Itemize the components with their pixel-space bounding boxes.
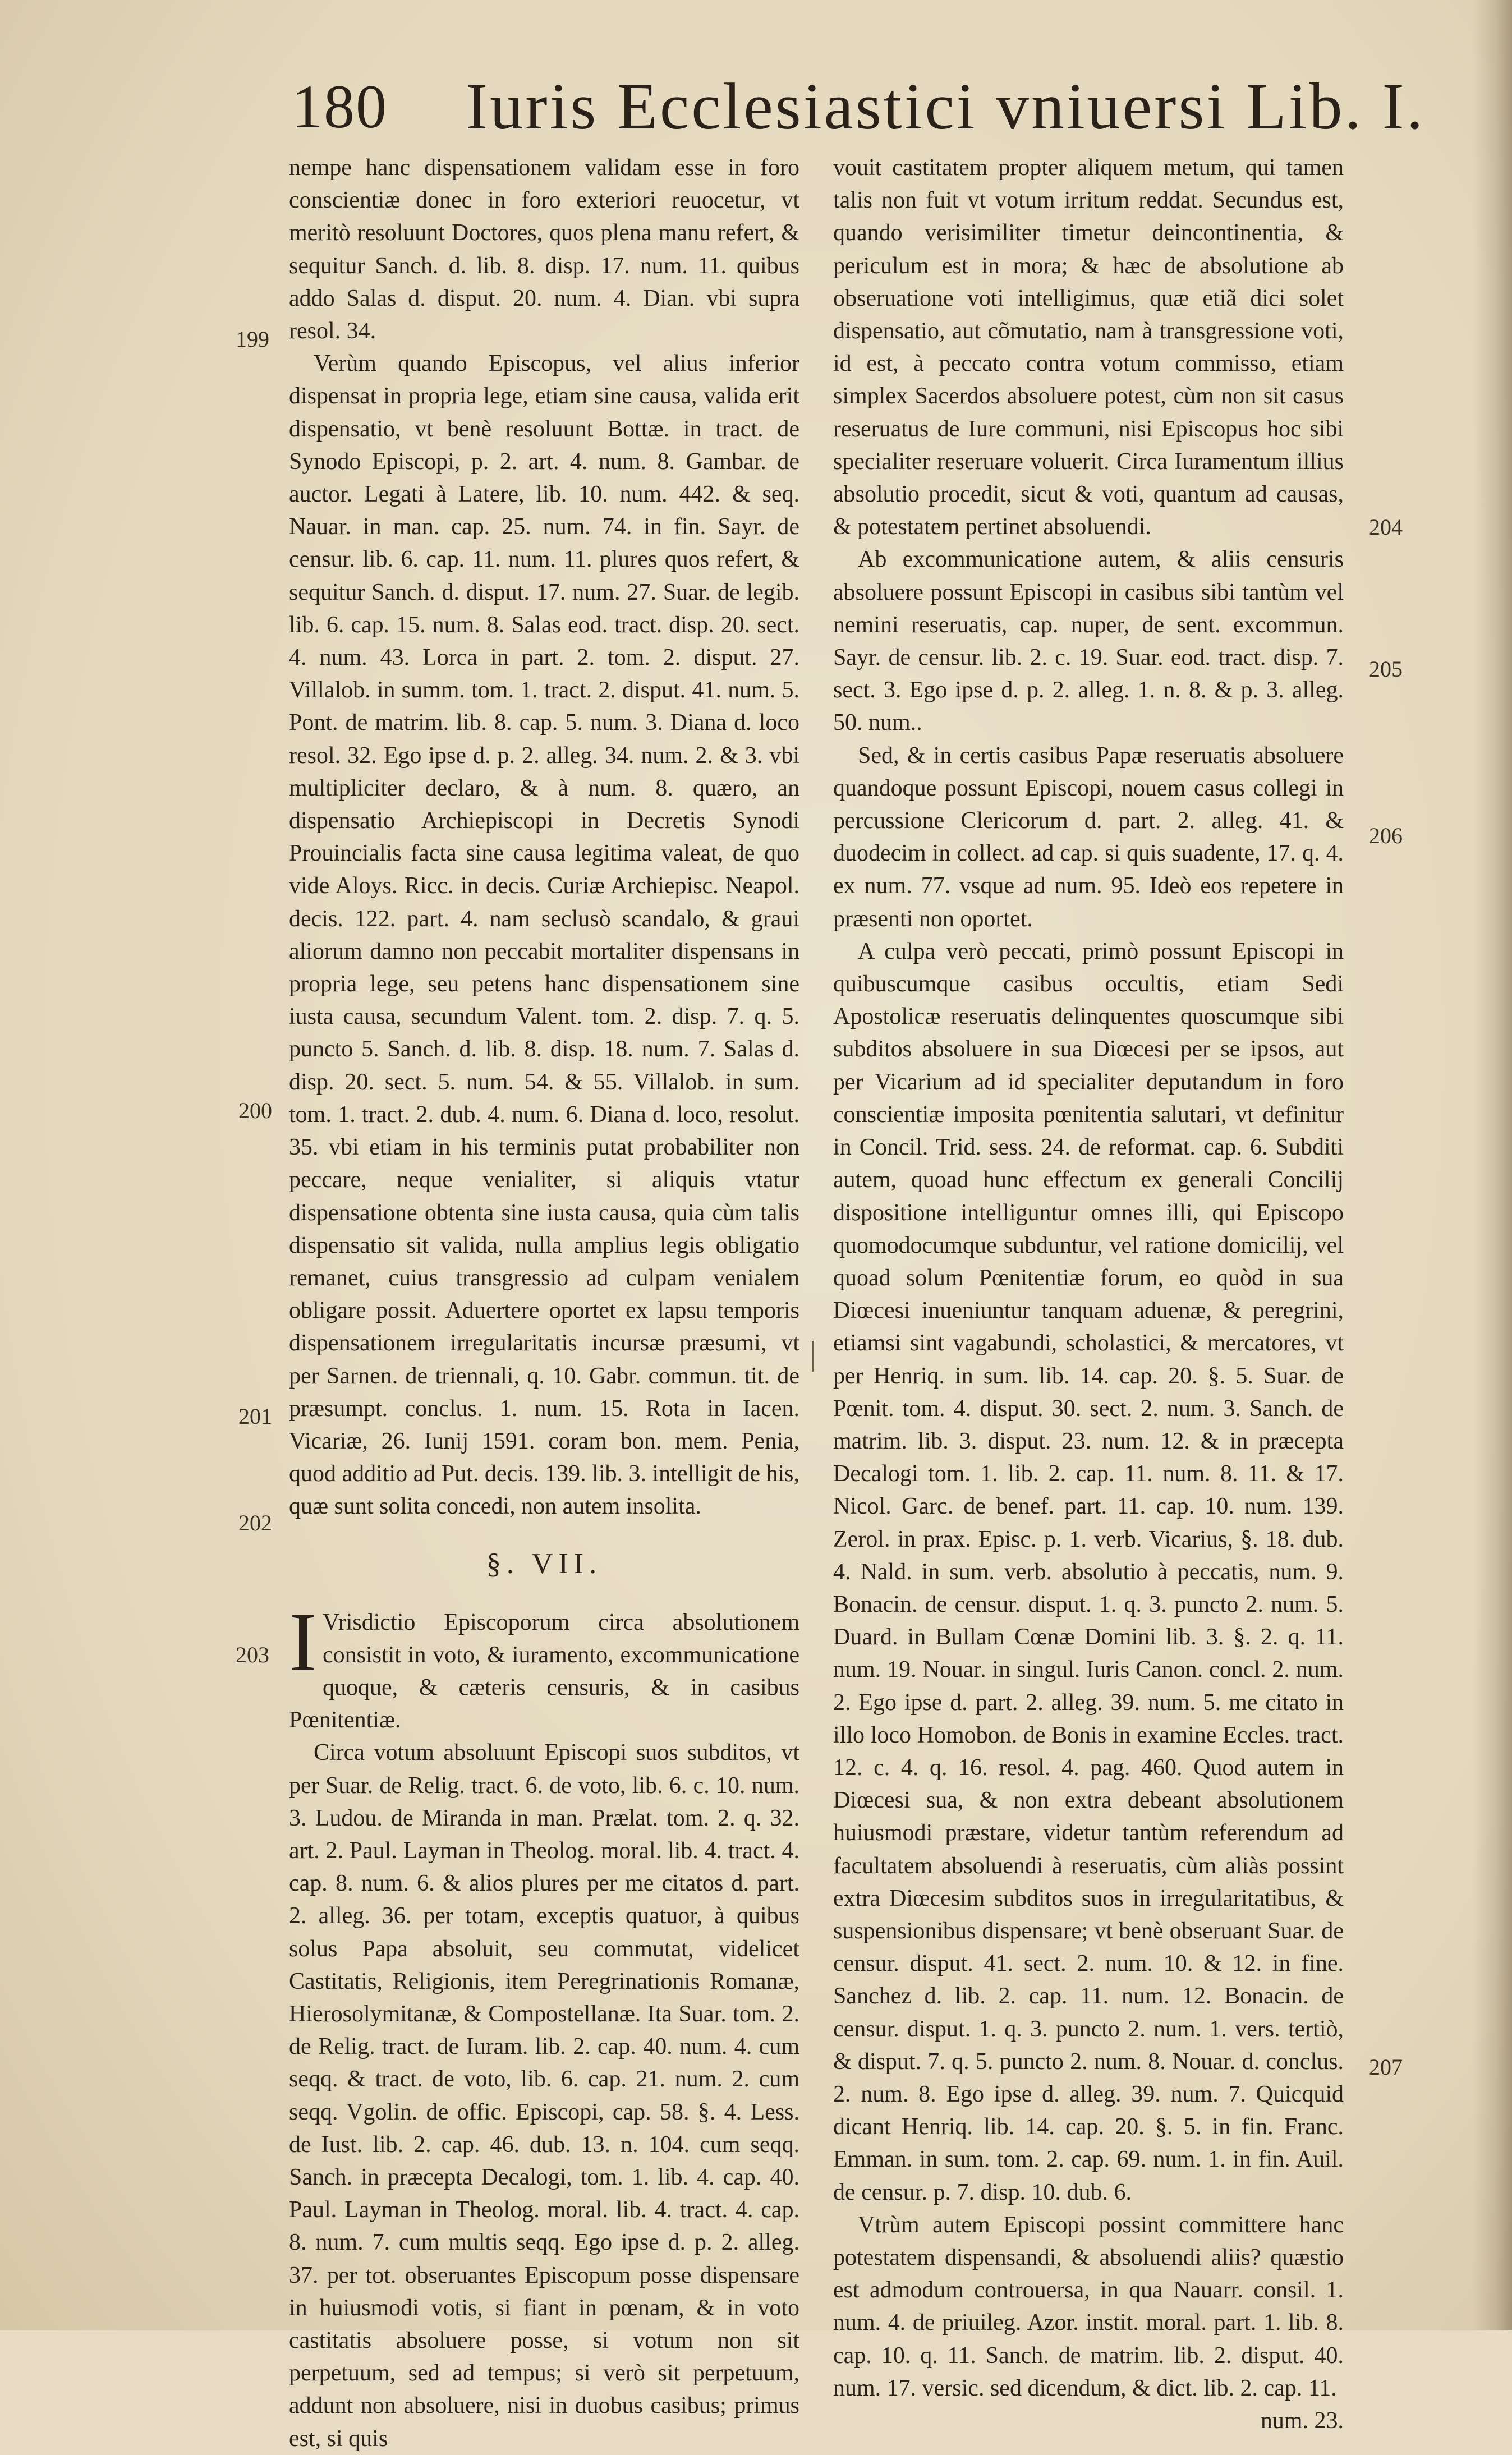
right-paragraph-5: Vtrùm autem Episcopi possint committere hanc potestatem dispensandi, & absoluendi aliis? quæstio est admodum controuersa, in qua Nauarr. consil. 1. num. 4. de priuileg. Azor. instit. moral. part. 1. lib. 8. cap. 10. q. 11. Sanch. de matrim. lib. 2. disput. 40. num. 17. versic. sed dicendum, & dict. lib. 2. cap. 11. (833, 2212, 1344, 2401)
margin-number-201: 201 (238, 1404, 272, 1429)
margin-number-207: 207 (1369, 2054, 1403, 2080)
right-paragraph-2: Ab excommunicatione autem, & aliis censuris absoluere possunt Episcopi in casibus sibi tantùm vel nemini reseruatis, cap. nuper, de sent. excommun. Sayr. de censur. lib. 2. c. 19. Suar. eod. tract. disp. 7. sect. 3. Ego ipse d. p. 2. alleg. 1. n. 8. & p. 3. alleg. 50. num.. (833, 546, 1344, 736)
left-paragraph-3 (289, 1595, 799, 1737)
left-paragraph-3-text: Vrisdictio Episcoporum circa absolutionem consistit in voto, & iuramento, excommunicatione quoque, & cæteris censuris, & in casibus Pœnitentiæ. (289, 1609, 799, 1734)
left-paragraph-2: Verùm quando Episcopus, vel alius inferior dispensat in propria lege, etiam sine causa, valida erit dispensatio, vt benè resoluunt Bottæ. in tract. de Synodo Episcopi, p. 2. art. 4. num. 8. Gambar. de auctor. Legati à Latere, lib. 10. num. 442. & seq. Nauar. in man. cap. 25. num. 74. in fin. Sayr. de censur. lib. 6. cap. 11. num. 11. plures quos refert, & sequitur Sanch. d. disput. 17. num. 27. Suar. de legib. lib. 6. cap. 15. num. 8. Salas eod. tract. disp. 20. sect. 4. num. 43. Lorca in part. 2. tom. 2. disput. 27. Villalob. in summ. tom. 1. tract. 2. disput. 41. num. 5. Pont. de matrim. lib. 8. cap. 5. num. 3. Diana d. loco resol. 32. Ego ipse d. p. 2. alleg. 34. num. 2. & 3. vbi multipliciter declaro, & à num. 8. quæro, an dispensatio Archiepiscopi in Decretis Synodi Prouincialis facta sine causa legitima valeat, de quo vide Aloys. Ricc. in decis. Curiæ Archiepisc. Neapol. decis. 122. part. 4. nam seclusò scandalo, & graui aliorum damno non peccabit mortaliter dispensans in propria lege, seu petens hanc dispensationem sine iusta causa, secundum Valent. tom. 2. disp. 7. q. 5. puncto 5. Sanch. d. lib. 8. disp. 18. num. 7. Salas d. disp. 20. sect. 5. num. 54. & 55. Villalob. in sum. tom. 1. tract. 2. dub. 4. num. 6. Diana d. loco, resolut. 35. vbi etiam in his terminis putat probabiliter non peccare, neque venialiter, si aliquis vtatur dispensatione obtenta sine iusta causa, quia cùm talis dispensatio sit valida, nulla amplius legis obligatio remanet, cuius transgressio ad culpam venialem obligare possit. Aduertere oportet ex lapsu temporis dispensationem irregularitatis incursæ præsumi, vt per Sarnen. de triennali, q. 10. Gabr. commun. tit. de præsumpt. conclus. 1. num. 15. Rota in Iacen. Vicariæ, 26. Iunij 1591. coram bon. mem. Penia, quod additio ad Put. decis. 139. lib. 3. intelligit de his, quæ sunt solita concedi, non autem insolita. (289, 351, 799, 1520)
margin-number-204: 204 (1369, 514, 1403, 540)
section-heading: §. VII. (486, 1547, 603, 1580)
right-column (833, 151, 1344, 2437)
right-paragraph-4: A culpa verò peccati, primò possunt Episcopi in quibuscumque casibus occultis, etiam Sedi Apostolicæ reseruatis delinquentes quoscumque sibi subditos absoluere in sua Diœcesi per se ipsos, aut per Vicarium ad id specialiter deputandum in foro conscientiæ imposita pœnitentia salutari, vt definitur in Concil. Trid. sess. 24. de reformat. cap. 6. Subditi autem, quoad hunc effectum ex generali Concilij dispositione intelliguntur omnes illi, qui Episcopo quomodocumque subduntur, vel ratione domicilij, vel quoad solum Pœnitentiæ forum, eo quòd in sua Diœcesi inueniuntur tanquam aduenæ, & peregrini, etiamsi sint vagabundi, scholastici, & mercatores, vt per Henriq. in sum. lib. 14. cap. 20. §. 5. Suar. de Pœnit. tom. 4. disput. 30. sect. 2. num. 3. Sanch. de matrim. lib. 3. disput. 23. num. 12. & in præcepta Decalogi tom. 1. lib. 2. cap. 11. num. 8. 11. & 17. Nicol. Garc. de benef. part. 11. cap. 10. num. 139. Zerol. in prax. Episc. p. 1. verb. Vicarius, §. 18. dub. 4. Nald. in sum. verb. absolutio à peccatis, num. 9. Bonacin. de censur. disput. 1. q. 3. puncto 2. num. 5. Duard. in Bullam Cœnæ Domini lib. 3. §. 2. q. 11. num. 19. Nouar. in singul. Iuris Canon. concl. 2. num. 2. Ego ipse d. part. 2. alleg. 39. num. 5. me citato in illo loco Homobon. de Bonis in examine Eccles. tract. 12. c. 4. q. 16. resol. 4. pag. 460. Quod autem in Diœcesi sua, & non extra debeant absolutionem huiusmodi præstare, videtur tantùm referendum ad facultatem absoluendi à reseruatis, cùm aliàs possint extra Diœcesim subditos suos in irregularitatibus, & suspensionibus dispensare; vt benè obseruant Suar. de censur. disput. 41. sect. 2. num. 10. & 12. in fine. Sanchez d. lib. 2. cap. 11. num. 12. Bonacin. de censur. disput. 1. q. 3. puncto 2. num. 1. vers. tertiò, & disput. 7. q. 5. puncto 2. num. 8. Nouar. d. conclus. 2. num. 8. Ego ipse d. alleg. 39. num. 7. Quicquid dicant Henriq. lib. 14. cap. 20. §. 5. in fin. Franc. Emman. in sum. tom. 2. cap. 69. num. 1. in fin. Auil. de censur. p. 7. disp. 10. dub. 6. (833, 938, 1344, 2205)
margin-number-203: 203 (236, 1642, 269, 1667)
catchword: num. 23. (1260, 2408, 1344, 2434)
margin-number-202: 202 (238, 1510, 272, 1535)
right-paragraph-3: Sed, & in certis casibus Papæ reseruatis absoluere quandoque possunt Episcopi, nouem casus collegi in percussione Clericorum d. part. 2. alleg. 41. & duodecim in collect. ad cap. si quis suadente, 17. q. 4. ex num. 77. vsque ad num. 95. Ideò eos repetere in præsenti non oportet. (833, 742, 1344, 932)
column-mark (812, 1341, 814, 1372)
page-header (292, 67, 1426, 151)
margin-number-199: 199 (236, 327, 269, 352)
page-number: 180 (292, 72, 388, 141)
right-paragraph-1: vouit castitatem propter aliquem metum, qui tamen talis non fuit vt votum irritum reddat. Secundus est, quando verisimiliter timetur deincontinentia, & periculum est in mora; & hæc de absolutione ab obseruatione voti intelligimus, quæ etiã dici solet dispensatio, aut cõmutatio, nam à transgressione voti, id est, à peccato contra votum commisso, etiam simplex Sacerdos absoluere potest, cùm non sit casus reseruatus de Iure communi, nisi Episcopus hoc sibi specialiter reseruare voluerit. Circa Iuramentum illius absolutio procedit, sicut & voti, quantum ad causas, & potestatem pertinet absoluendi. (833, 155, 1344, 540)
margin-number-206: 206 (1369, 823, 1403, 848)
margin-number-200: 200 (238, 1098, 272, 1123)
binding-shadow (1473, 0, 1512, 2330)
margin-number-205: 205 (1369, 656, 1403, 682)
drop-cap: I (289, 1595, 317, 1689)
running-title: Iuris Ecclesiastici vniuersi Lib. I. (466, 70, 1426, 143)
left-column (289, 151, 799, 2455)
left-paragraph-1: nempe hanc dispensationem validam esse in foro conscientiæ donec in foro exteriori reuocetur, vt meritò resoluunt Doctores, quos plena manu refert, & sequitur Sanch. d. lib. 8. disp. 17. num. 11. quibus addo Salas d. disput. 20. num. 4. Dian. vbi supra resol. 34. (289, 155, 799, 344)
left-paragraph-4: Circa votum absoluunt Episcopi suos subditos, vt per Suar. de Relig. tract. 6. de voto, lib. 6. c. 10. num. 3. Ludou. de Miranda in man. Prælat. tom. 2. q. 32. art. 2. Paul. Layman in Theolog. moral. lib. 4. tract. 4. cap. 8. num. 6. & alios plures per me citatos d. part. 2. alleg. 36. per totam, exceptis quatuor, à quibus solus Papa absoluit, seu commutat, videlicet Castitatis, Religionis, item Peregrinationis Romanæ, Hierosolymitanæ, & Compostellanæ. Ita Suar. tom. 2. de Relig. tract. de Iuram. lib. 2. cap. 40. num. 4. cum seqq. & tract. de voto, lib. 6. cap. 21. num. 2. cum seqq. Vgolin. de offic. Episcopi, cap. 58. §. 4. Less. de Iust. lib. 2. cap. 46. dub. 13. n. 104. cum seqq. Sanch. in præcepta Decalogi, tom. 1. lib. 4. cap. 40. Paul. Layman in Theolog. moral. lib. 4. tract. 4. cap. 8. num. 7. cum multis seqq. Ego ipse d. p. 2. alleg. 37. per tot. obseruantes Episcopum posse dispensare in huiusmodi votis, si fiant in pœnam, & in voto castitatis absoluere posse, si votum non sit perpetuum, sed ad tempus; si verò sit perpetuum, addunt non absoluere, nisi in duobus casibus; primus est, si quis (289, 1740, 799, 2452)
